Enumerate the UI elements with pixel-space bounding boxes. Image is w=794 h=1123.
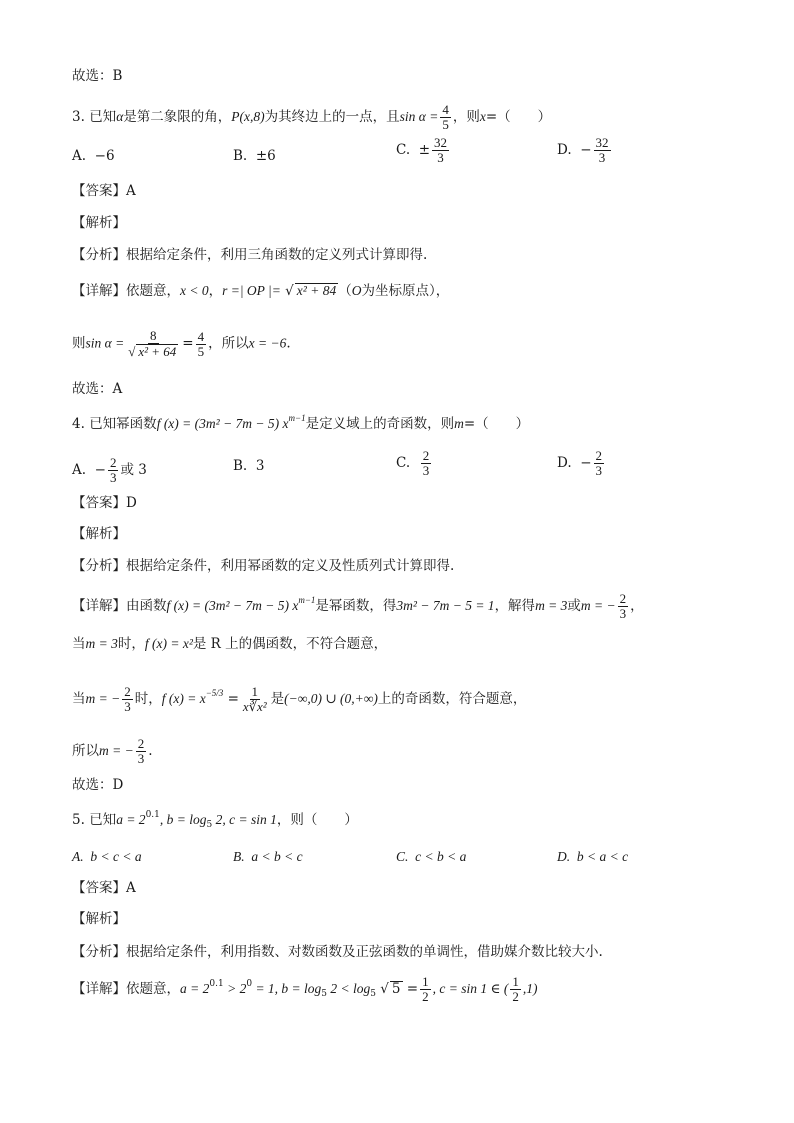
answer-value: D xyxy=(126,495,137,511)
analysis-line xyxy=(72,556,454,576)
fraction xyxy=(241,685,269,714)
numerator: 2 xyxy=(422,448,430,463)
text: 是第二象限的角， xyxy=(123,109,232,125)
option-a xyxy=(72,146,115,166)
question-3 xyxy=(72,103,551,132)
detail-line xyxy=(72,634,387,654)
answer-choice-line xyxy=(72,379,122,399)
fraction xyxy=(594,449,605,478)
answer-line xyxy=(72,181,136,201)
math: f (x) = (3m² − 7m − 5) x xyxy=(166,598,299,613)
detail-line: 【详解】依题意，$a = 2^{0.1} > 2^0 = 1$, $b = \log_5 2 < \log_5$ √ 5 = $\frac{1}{2}$ , c = sin 1 ∈ ( $\frac{1}{2}$ ,1) xyxy=(72,974,538,1004)
option-key: A. xyxy=(72,849,84,864)
fraction xyxy=(432,136,449,165)
denominator: 2 xyxy=(512,989,519,1004)
text: ， xyxy=(208,283,223,299)
numerator: 2 xyxy=(595,448,603,463)
math: r =| OP |= xyxy=(222,283,281,298)
option-value: c < b < a xyxy=(415,849,467,864)
numerator: 1 xyxy=(422,974,429,989)
text: 根据给定条件，利用指数、对数函数及正弦函数的单调性，借助媒介数比较大小. xyxy=(126,944,603,960)
denominator: √ x² + 64 xyxy=(128,344,177,359)
numerator: 2 xyxy=(124,684,131,699)
text: 故选：B xyxy=(72,68,123,84)
detail-line: 则sin α = $\frac{8}{\text{√ x² + 64}}$ = $\frac{4}{5}$ ，所以x = −6. xyxy=(72,328,291,359)
label: 【解析】 xyxy=(72,911,126,927)
option-value: ±6 xyxy=(255,148,276,164)
math: m = − xyxy=(99,743,134,758)
math: P(x,8) xyxy=(231,109,265,124)
option-key: D. xyxy=(557,455,572,471)
math: x xyxy=(479,109,486,124)
numerator: 2 xyxy=(137,736,145,751)
fraction xyxy=(421,449,432,478)
denominator: 3 xyxy=(595,463,603,478)
option-key: A. xyxy=(72,148,87,164)
denominator: 3 xyxy=(422,463,430,478)
math: m = 3 xyxy=(535,598,568,613)
radicand: x² + 64 xyxy=(138,344,177,359)
math: 3m² − 7m − 5 = 1 xyxy=(396,598,495,613)
fraction xyxy=(196,330,207,359)
text: 故选：D xyxy=(72,777,124,793)
option-tail: 或 3 xyxy=(120,462,147,478)
text: 故选：A xyxy=(72,381,123,397)
option-value: b < c < a xyxy=(90,849,142,864)
text: = xyxy=(227,691,239,707)
question-number: 5. xyxy=(72,812,85,828)
text: ，则（ ） xyxy=(276,812,358,828)
fraction xyxy=(108,456,119,485)
label: 【分析】 xyxy=(72,944,126,960)
fraction xyxy=(420,975,431,1004)
analysis-heading xyxy=(72,909,126,929)
option-d xyxy=(557,136,613,165)
math: ,1) xyxy=(522,981,538,996)
option-value: 3 xyxy=(255,458,265,474)
text: 上的奇函数，符合题意， xyxy=(377,691,527,707)
text: 是 xyxy=(270,691,285,707)
text: 依题意， xyxy=(126,283,180,299)
option-a xyxy=(72,456,147,485)
math: x < 0 xyxy=(180,283,209,298)
answer-line xyxy=(72,878,136,898)
text: 当 xyxy=(72,636,86,652)
question-number: 4. xyxy=(72,416,85,432)
text: 为其终边上的一点，且 xyxy=(264,109,400,125)
answer-value: A xyxy=(126,880,136,896)
text: =（ ） xyxy=(463,416,530,432)
option-b xyxy=(233,146,276,166)
option-value: b < a < c xyxy=(576,849,629,864)
math: a = 2 xyxy=(180,981,210,996)
option-key: D. xyxy=(557,142,572,158)
math: m xyxy=(454,416,464,431)
numerator: 32 xyxy=(595,135,609,150)
analysis-line xyxy=(72,245,427,265)
text: ，解得 xyxy=(494,598,536,614)
detail-line xyxy=(72,737,153,766)
detail-line xyxy=(72,592,644,621)
answer-line xyxy=(72,493,137,513)
math: 2 < log xyxy=(327,981,371,996)
option-key: C. xyxy=(396,455,411,471)
label: 【详解】 xyxy=(72,598,126,614)
math: f (x) = x xyxy=(161,691,206,706)
detail-line xyxy=(72,685,526,714)
label: 【解析】 xyxy=(72,526,126,542)
text: = xyxy=(402,981,419,997)
math: O xyxy=(351,283,362,298)
text: 为坐标原点）， xyxy=(361,283,450,299)
text: 已知幂函数 xyxy=(89,416,157,432)
option-value: − xyxy=(580,142,592,158)
option-key: D. xyxy=(557,849,571,864)
question-number: 3. xyxy=(72,109,85,125)
text: 根据给定条件，利用幂函数的定义及性质列式计算即得. xyxy=(126,558,455,574)
text: 是 R 上的偶函数，不符合题意， xyxy=(192,636,388,652)
fraction xyxy=(618,592,629,621)
denominator: 5 xyxy=(442,117,449,132)
option-c xyxy=(396,136,451,165)
denominator: 3 xyxy=(437,150,444,165)
denominator: 2 xyxy=(422,989,429,1004)
denominator: x∛x² xyxy=(242,699,267,714)
math: m = − xyxy=(580,598,616,613)
subscript: 5 xyxy=(370,989,377,999)
text: =（ ） xyxy=(485,109,552,125)
label: 【答案】 xyxy=(72,880,126,896)
text: 则 xyxy=(72,335,86,352)
text: 当 xyxy=(72,691,86,707)
numerator: 2 xyxy=(619,591,627,606)
text: ， xyxy=(630,598,644,614)
label: 【解析】 xyxy=(72,215,126,231)
label: 【分析】 xyxy=(72,247,126,263)
fraction xyxy=(594,136,611,165)
fraction xyxy=(126,329,180,359)
text: . xyxy=(148,743,153,759)
label: 【详解】 xyxy=(72,981,126,997)
text: 是幂函数，得 xyxy=(315,598,397,614)
fraction xyxy=(510,975,521,1004)
math: x² + 84 xyxy=(296,283,337,298)
answer-choice-line xyxy=(72,66,122,86)
text: 已知 xyxy=(89,109,117,125)
math: sin α = xyxy=(399,109,439,124)
numerator: 2 xyxy=(109,455,117,470)
option-b xyxy=(233,847,303,867)
text: 时， xyxy=(117,636,145,652)
math: a = 2 xyxy=(116,812,146,827)
subscript: 5 xyxy=(321,989,328,999)
answer-choice-line xyxy=(72,775,123,795)
subscript: 5 xyxy=(206,820,213,830)
math: = 1, b = log xyxy=(252,981,322,996)
text: 根据给定条件，利用三角函数的定义列式计算即得. xyxy=(126,247,428,263)
option-key: A. xyxy=(72,462,87,478)
denominator: 3 xyxy=(598,150,606,165)
text: 依题意， xyxy=(126,981,180,997)
denominator: 5 xyxy=(197,343,205,359)
option-value: − xyxy=(580,455,592,471)
option-c xyxy=(396,449,433,478)
numerator: 4 xyxy=(197,328,205,344)
text: 由函数 xyxy=(126,598,167,614)
math: f (x) = x² xyxy=(144,636,193,651)
fraction xyxy=(122,685,133,714)
exponent: m−1 xyxy=(288,413,306,423)
option-key: B. xyxy=(233,148,248,164)
option-b xyxy=(233,456,264,476)
question-4 xyxy=(72,414,529,434)
option-value: a < b < c xyxy=(251,849,303,864)
numerator: 32 xyxy=(434,135,448,150)
label: 【答案】 xyxy=(72,183,126,199)
math: , b = log xyxy=(159,812,207,827)
math: > 2 xyxy=(223,981,247,996)
text: 或 xyxy=(567,598,581,614)
denominator: 3 xyxy=(124,699,131,714)
fraction xyxy=(440,103,451,132)
option-value: −6 xyxy=(94,148,115,164)
math: 2, c = sin 1 xyxy=(212,812,277,827)
math: x = −6 xyxy=(248,335,287,351)
answer-value: A xyxy=(126,183,136,199)
exponent: 0.1 xyxy=(209,979,224,989)
option-key: B. xyxy=(233,458,248,474)
text: ，则 xyxy=(452,109,480,125)
option-key: B. xyxy=(233,849,245,864)
denominator: 3 xyxy=(137,751,145,766)
math: f (x) = (3m² − 7m − 5) x xyxy=(156,416,289,431)
text: （ xyxy=(338,283,352,299)
exponent: −5/3 xyxy=(205,688,224,698)
option-value: − xyxy=(94,462,106,478)
question-5 xyxy=(72,810,358,830)
option-value: ± xyxy=(418,142,431,158)
option-c xyxy=(396,847,466,867)
math: α xyxy=(116,109,124,124)
option-d xyxy=(557,449,606,478)
detail-line: 【详解】依题意，x < 0，r =| OP |= √ x² + 84 （O为坐标原点）， xyxy=(72,283,450,299)
math: m = 3 xyxy=(85,636,118,651)
text: 时， xyxy=(134,691,162,707)
numerator: 1 xyxy=(512,974,519,989)
math: sin α = xyxy=(85,335,125,351)
exponent: 0.1 xyxy=(145,810,160,820)
label: 【分析】 xyxy=(72,558,126,574)
option-a xyxy=(72,847,142,867)
numerator: 4 xyxy=(442,102,449,117)
text: = xyxy=(182,335,194,352)
option-d xyxy=(557,847,628,867)
analysis-heading xyxy=(72,213,126,233)
analysis-heading xyxy=(72,524,126,544)
text: 所以 xyxy=(72,743,99,759)
fraction xyxy=(136,737,147,766)
numerator: 8 xyxy=(150,328,157,343)
label: 【答案】 xyxy=(72,495,126,511)
math: 5 xyxy=(391,981,401,997)
label: 【详解】 xyxy=(72,283,126,299)
exponent: m−1 xyxy=(298,595,316,605)
math: m = − xyxy=(85,691,121,706)
text: 已知 xyxy=(89,812,117,828)
numerator: 1 xyxy=(251,684,258,699)
exponent: 0 xyxy=(246,979,253,989)
math: , c = sin 1 ∈ ( xyxy=(432,981,509,996)
denominator: 3 xyxy=(619,606,627,621)
text: ，所以 xyxy=(208,335,249,352)
denominator: 3 xyxy=(109,470,117,485)
text: 是定义域上的奇函数，则 xyxy=(305,416,455,432)
option-key: C. xyxy=(396,142,411,158)
math: (−∞,0) ∪ (0,+∞) xyxy=(284,691,378,706)
option-key: C. xyxy=(396,849,409,864)
analysis-line xyxy=(72,942,603,962)
